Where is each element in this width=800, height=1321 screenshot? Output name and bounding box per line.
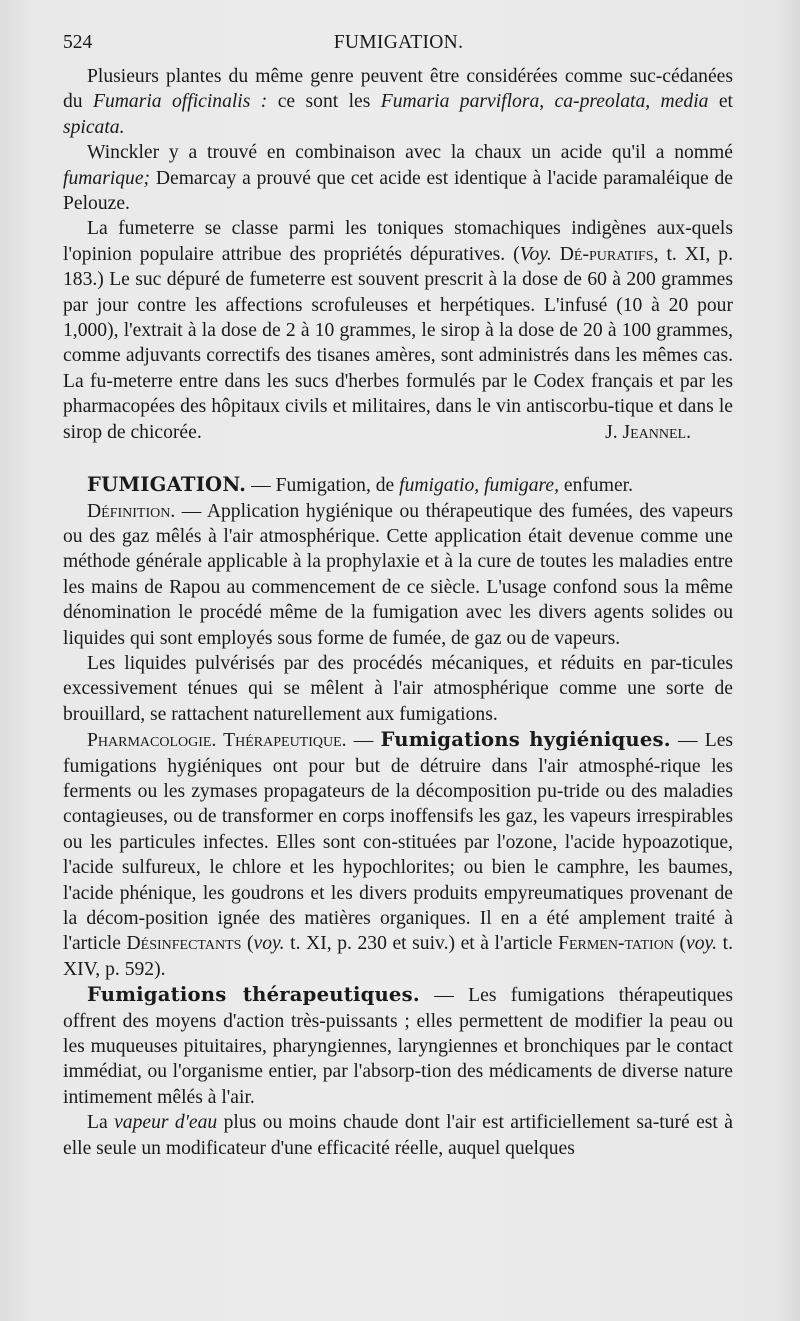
italic-term: voy.: [686, 933, 718, 955]
text: t. XIV, p. 592).: [63, 933, 733, 980]
text: (: [241, 933, 254, 955]
text: t. XI, p. 230 et suiv.) et à l'article: [284, 933, 559, 955]
section-gap: [63, 445, 733, 472]
paragraph-fumeterre-use: [63, 216, 733, 445]
text: Plusieurs plantes du même genre peuvent être considérées comme suc-cédanées du: [63, 66, 733, 113]
italic-term: spicata.: [63, 116, 125, 138]
text: [552, 244, 560, 265]
italic-term: vapeur d'eau: [114, 1112, 218, 1134]
cross-reference: Fermen-tation: [558, 933, 674, 955]
text: (: [673, 933, 687, 955]
text: — Les fumigations thérapeutiques offrent des moyens d'action très-puissants ; elles permettent de modifier la peau ou les muqueuses pituitaires, pharyngiennes, laryngiennes et bronchiques par le contact immédiat, ou l'organisme entier, par l'absorp-tion des médicaments de diverse nature intimement mêlés à l'air.: [63, 985, 733, 1108]
italic-term: Fumaria officinalis :: [93, 91, 268, 113]
cross-reference: Dé-puratifs: [559, 243, 654, 265]
subsection-heading: Fumigations thérapeutiques.: [87, 983, 420, 1007]
text: La: [87, 1112, 115, 1134]
text: — Fumigation, de: [246, 475, 400, 497]
italic-term: voy.: [253, 933, 285, 955]
text-body: [63, 64, 733, 1161]
paragraph-definition: [63, 499, 733, 651]
text: — Application hygiénique ou thérapeutique des fumées, des vapeurs ou des gaz mêlés à l'air atmosphérique. Cette application était devenue comme une méthode générale applicable à la prophylaxie et à la cure de toutes les maladies entre les mains de Rapou au commencement de ce siècle. L'usage confond sous la même dénomination le procédé même de la fumigation avec les divers agents solides ou liquides qui sont employés sous forme de fumée, de gaz ou de vapeurs.: [63, 500, 733, 649]
italic-term: Voy.: [519, 243, 552, 265]
text: , t. XI, p. 183.) Le suc dépuré de fumeterre est souvent prescrit à la dose de 60 à 200 grammes par jour contre les affections scrofuleuses et herpétiques. L'infusé (10 à 20 pour 1,000), l'extrait à la dose de 2 à 10 grammes, le sirop à la dose de 20 à 100 grammes, comme adjuvants correctifs des tisanes amères, sont administrés dans les mêmes cas. La fu-meterre entre dans les sucs d'herbes formulés par le Codex français et par les pharmacopées des hôpitaux civils et militaires, dans le vin antiscorbu-tique et dans le sirop de chicorée.: [63, 243, 733, 443]
text: plus ou moins chaude dont l'air est artificiellement sa-turé est à elle seule un modificateur d'une efficacité réelle, auquel quelques: [63, 1112, 733, 1159]
author-signature: J. Jeannel.: [605, 421, 691, 443]
text: La fumeterre se classe parmi les toniques stomachiques indigènes aux-quels l'opinion populaire attribue des propriétés dépuratives. (: [63, 218, 733, 265]
cross-reference: Désinfectants: [126, 933, 242, 955]
subsection-heading: Fumigations hygiéniques.: [380, 728, 671, 752]
text: —: [346, 730, 381, 752]
text: Demarcay a prouvé que cet acide est identique à l'acide paramaléique de Pelouze.: [63, 167, 733, 215]
italic-term: Fumaria parviflora, ca-preolata, media: [380, 91, 709, 113]
paragraph-fumaric-acid: [63, 140, 733, 216]
paragraph-pulverized-liquids: [63, 651, 733, 727]
text: enfumer.: [559, 475, 633, 497]
entry-heading: FUMIGATION.: [87, 473, 247, 497]
paragraph-water-vapor: [63, 1110, 733, 1161]
text: Winckler y a trouvé en combinaison avec la chaux un acide qu'il a nommé: [87, 142, 733, 164]
text: ce sont les: [267, 91, 381, 113]
section-label: Définition.: [87, 500, 176, 522]
text: Les liquides pulvérisés par des procédés mécaniques, et réduits en par-ticules excessivement ténues qui se mêlent à l'air atmosphérique comme une sorte de brouillard, se rattachent naturellement aux fumigations.: [63, 652, 733, 725]
page-header: [63, 32, 734, 58]
running-title: FUMIGATION.: [333, 32, 464, 53]
paragraph-substitutes: [63, 64, 733, 140]
section-label: Pharmacologie. Thérapeutique.: [87, 730, 347, 752]
paragraph-therapeutic-fumigations: [63, 982, 733, 1110]
page-number: 524: [63, 32, 93, 53]
text: — Les fumigations hygiéniques ont pour but de détruire dans l'air atmosphé-rique les ferments ou les zymases propagateurs de la décomposition pu-tride ou des maladies contagieuses, ou de transformer en corps inoffensifs les gaz, les vapeurs irrespirables ou les particules infectes. Elles sont con-stituées par l'ozone, l'acide hypoazotique, l'acide sulfureux, le chlore et les hypochlorites; ou bien le camphre, les baumes, l'acide phénique, les goudrons et les divers produits empyreumatiques provenant de la décom-position ignée des matières organiques. Il en a été amplement traité à l'article: [63, 730, 734, 955]
italic-term: fumigatio, fumigare,: [399, 475, 559, 497]
text: et: [708, 91, 734, 113]
paragraph-hygienic-fumigations: [63, 727, 733, 982]
italic-term: fumarique;: [63, 167, 151, 189]
entry-fumigation-title: [63, 472, 733, 498]
